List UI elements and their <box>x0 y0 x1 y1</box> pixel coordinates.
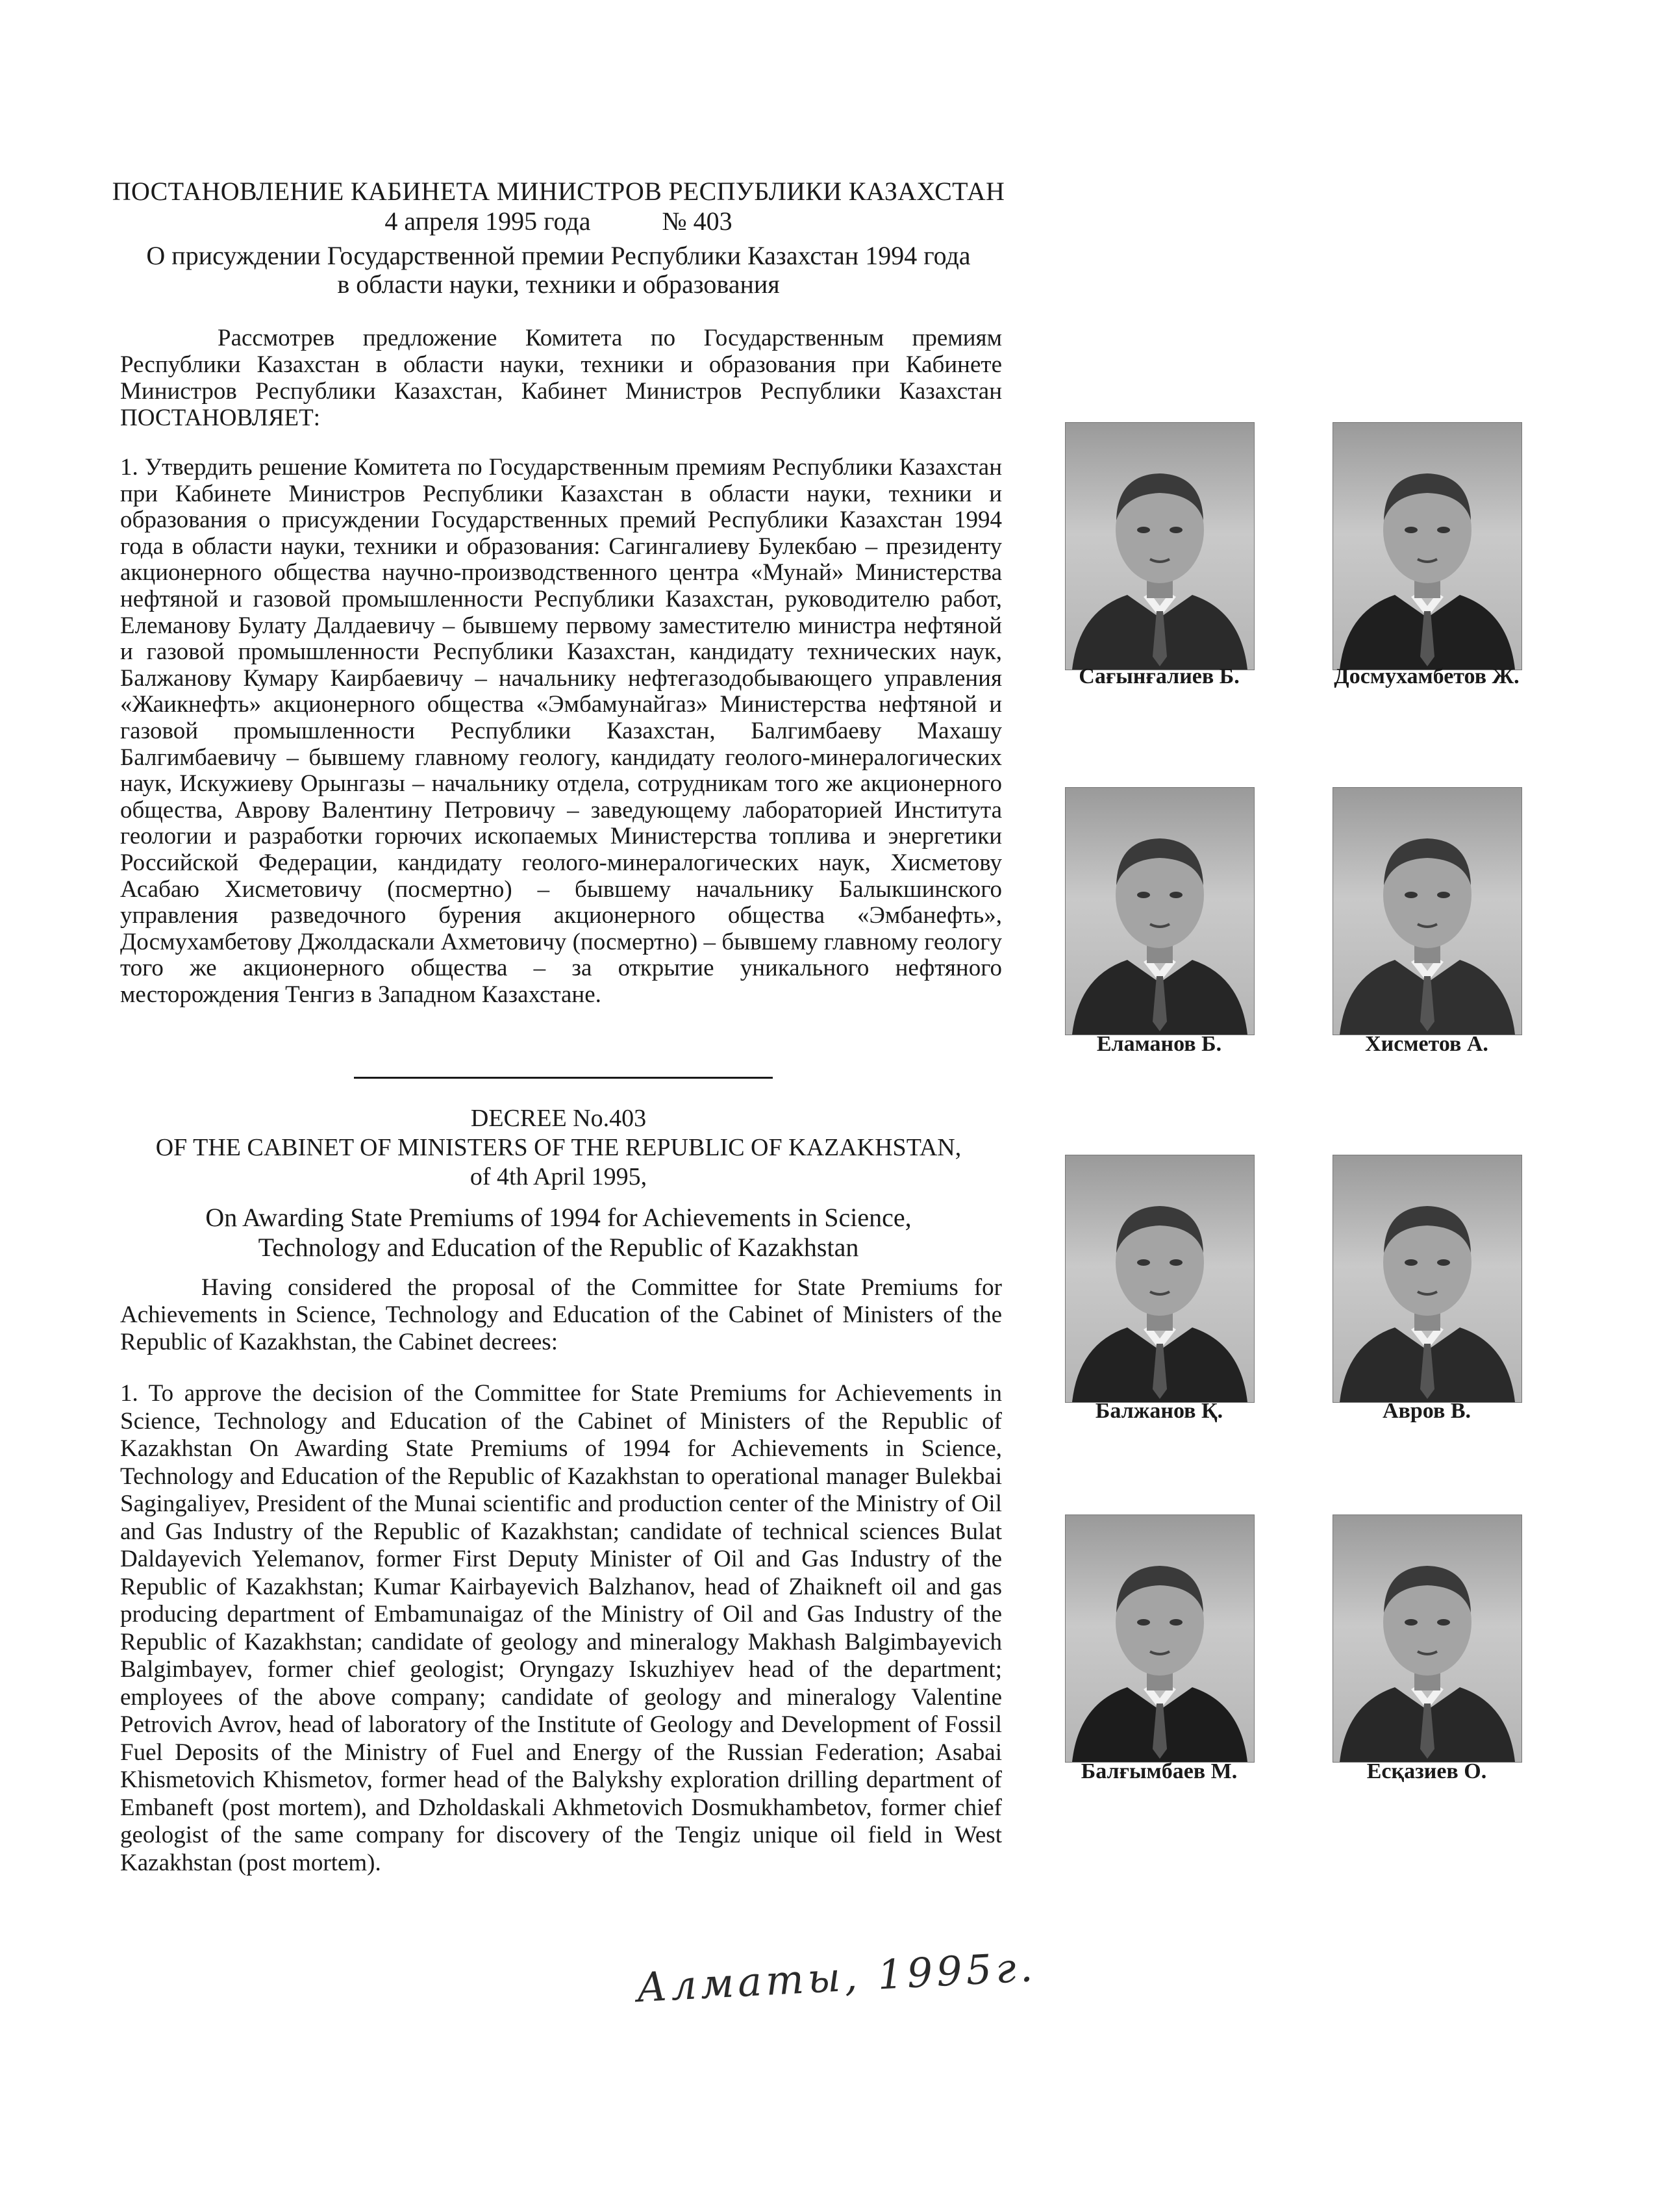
ru-decree-date-line <box>97 207 1020 236</box>
ru-decree-number: № 403 <box>662 207 732 236</box>
person-silhouette-icon <box>1333 423 1521 670</box>
person-silhouette-icon <box>1066 788 1254 1035</box>
ru-decree-title: ПОСТАНОВЛЕНИЕ КАБИНЕТА МИНИСТРОВ РЕСПУБЛИКИ КАЗАХСТАН <box>112 177 1005 206</box>
portrait-caption: Балғымбаев М. <box>1081 1759 1238 1783</box>
portrait-photo <box>1333 422 1522 670</box>
section-divider <box>354 1077 773 1079</box>
portrait-photo <box>1333 1155 1522 1403</box>
handwritten-place-date: Алматы, 1995г. <box>635 1942 1038 2012</box>
ru-subtitle-line-2: в области науки, техники и образования <box>337 270 780 299</box>
portrait-photo <box>1333 787 1522 1035</box>
en-decree-subtitle <box>97 1203 1020 1263</box>
person-silhouette-icon <box>1333 788 1521 1035</box>
portrait-photo <box>1065 787 1255 1035</box>
ru-main-paragraph: 1. Утвердить решение Комитета по Государственным премиям Республики Казахстан при Кабинете Министров Республики Казахстан в области науки, техники и образования о присуждении Государственных премий Республики Казахстан 1994 года в области науки, техники и образования: Сагингалиеву Булекбаю – президенту акционерного общества научно-производственного центра «Мунай» Министерства нефтяной и газовой промышленности Республики Казахстан, руководителю работ, Елеманову Булату Далдаевичу – бывшему первому заместителю министра нефтяной и газовой промышленности Республики Казахстан, кандидату технических наук, Балжанову Кумару Каирбаевичу – начальнику нефтегазодобывающего управления «Жаикнефть» акционерного общества «Эмбамунайгаз» Министерства нефтяной и газовой промышленности Республики Казахстан, Балгимбаеву Махашу Балгимбаевичу – бывшему главному геологу, кандидату геолого-минералогических наук, Искужиеву Орынгазы – начальнику отдела, сотрудникам того же акционерного общества, Аврову Валентину Петровичу – заведующему лабораторией Института геологии и разработки горючих ископаемых Министерства топлива и энергетики Российской Федерации, кандидату геолого-минералогических наук, Хисметову Асабаю Хисметовичу (посмертно) – бывшему начальнику Балыкшинского управления разведочного бурения акционерного общества «Эмбанефть», Досмухамбетову Джолдаскали Ахметовичу (посмертно) – бывшему главному геологу того же акционерного общества – за открытие уникального нефтяного месторождения Тенгиз в Западном Казахстане. <box>120 454 1002 1008</box>
portrait-photo <box>1065 1155 1255 1403</box>
portrait-photo <box>1333 1514 1522 1763</box>
ru-decree-subtitle <box>97 242 1020 299</box>
en-subtitle-line-1: On Awarding State Premiums of 1994 for Achievements in Science, <box>205 1203 912 1232</box>
en-title-line-2: OF THE CABINET OF MINISTERS OF THE REPUBLIC OF KAZAKHSTAN, <box>155 1134 962 1161</box>
portrait-caption: Сағынғалиев Б. <box>1079 664 1240 688</box>
en-intro-paragraph: Having considered the proposal of the Committee for State Premiums for Achievements in Science, Technology and Education of the Cabinet of Ministers of the Republic of Kazakhstan, the Cabinet decrees: <box>120 1274 1002 1355</box>
portrait-caption: Досмухамбетов Ж. <box>1334 664 1520 688</box>
portrait-caption: Авров В. <box>1382 1399 1471 1423</box>
en-main-paragraph: 1. To approve the decision of the Committee for State Premiums for Achievements in Science, Technology and Education of the Cabinet of Ministers of the Republic of Kazakhstan On Awarding State Premiums of 1994 for Achievements in Science, Technology and Education of the Republic of Kazakhstan to operational manager Bulekbai Sagingaliyev, President of the Munai scientific and production center of the Ministry of Oil and Gas Industry of the Republic of Kazakhstan; candidate of technical sciences Bulat Daldayevich Yelemanov, former First Deputy Minister of Oil and Gas Industry of the Republic of Kazakhstan; Kumar Kairbayevich Balzhanov, head of Zhaikneft oil and gas producing department of Embamunaigaz of the Ministry of Oil and Gas Industry of the Republic of Kazakhstan; candidate of geology and mineralogy Makhash Balgimbayevich Balgimbayev, former chief geologist; Oryngazy Iskuzhiyev head of the department; employees of the above company; candidate of geology and mineralogy Valentine Petrovich Avrov, head of laboratory of the Institute of Geology and Development of Fossil Fuel Deposits of the Ministry of Fuel and Energy of the Russian Federation; Asabai Khismetovich Khismetov, former head of the Balykshy exploration drilling department of Embaneft (post mortem), and Dzholdaskali Akhmetovich Dosmukhambetov, former chief geologist of the same company for discovery of the Tengiz unique oil field in West Kazakhstan (post mortem). <box>120 1380 1002 1876</box>
portrait-caption: Хисметов А. <box>1365 1032 1488 1056</box>
ru-intro-paragraph: Рассмотрев предложение Комитета по Государственным премиям Республики Казахстан в области науки, техники и образования при Кабинете Министров Республики Казахстан, Кабинет Министров Республики Казахстан ПОСТАНОВЛЯЕТ: <box>120 325 1002 431</box>
ru-subtitle-line-1: О присуждении Государственной премии Республики Казахстан 1994 года <box>146 241 971 270</box>
person-silhouette-icon <box>1333 1155 1521 1402</box>
portrait-photo <box>1065 1514 1255 1763</box>
en-subtitle-line-2: Technology and Education of the Republic of Kazakhstan <box>258 1233 859 1262</box>
en-title-line-3: of 4th April 1995, <box>469 1163 647 1190</box>
person-silhouette-icon <box>1066 1515 1254 1762</box>
portrait-caption: Балжанов Қ. <box>1095 1399 1223 1423</box>
en-title-line-1: DECREE No.403 <box>470 1105 647 1132</box>
person-silhouette-icon <box>1066 1155 1254 1402</box>
person-silhouette-icon <box>1066 423 1254 670</box>
ru-decree-date: 4 апреля 1995 года <box>384 207 591 236</box>
portrait-caption: Еламанов Б. <box>1096 1032 1222 1056</box>
person-silhouette-icon <box>1333 1515 1521 1762</box>
en-decree-title <box>97 1104 1020 1192</box>
portrait-caption: Есқазиев О. <box>1366 1759 1487 1783</box>
portrait-photo <box>1065 422 1255 670</box>
